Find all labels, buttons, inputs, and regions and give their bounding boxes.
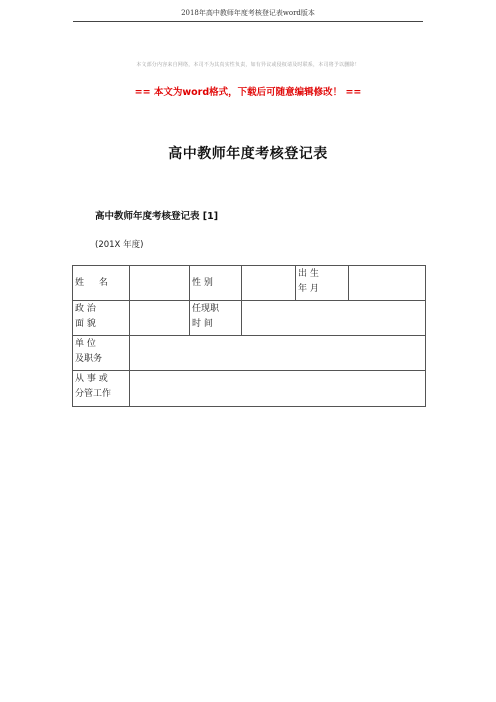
form-row-duty: [73, 371, 426, 407]
birth-label: [296, 266, 349, 301]
header-divider: [73, 21, 423, 22]
word-format-notice: == 本文为word格式，下载后可随意编辑修改！ ==: [134, 87, 362, 98]
form-row-name: [73, 266, 426, 301]
duty-label: [73, 371, 130, 407]
birth-label-line2: 年 月: [298, 284, 319, 294]
name-label: 姓 名: [73, 266, 130, 301]
position-time-label-line1: 任现职: [192, 304, 220, 314]
politics-label-line1: 政 治: [75, 304, 96, 314]
politics-label: [73, 301, 130, 336]
duty-value-cell[interactable]: [130, 371, 426, 407]
position-time-value-cell[interactable]: [242, 301, 426, 336]
birth-value-cell[interactable]: [349, 266, 426, 301]
section-heading: 高中教师年度考核登记表 [1]: [95, 211, 219, 222]
duty-label-line2: 分管工作: [75, 389, 112, 399]
form-row-unit: [73, 336, 426, 371]
gender-value-cell[interactable]: [242, 266, 296, 301]
disclaimer-text: 本文部分内容来自网络，本司不为其真实性负责，如有异议或侵权请及时联系，本司将予以删除！: [136, 62, 360, 68]
page-header-title: 2018年高中教师年度考核登记表word版本: [181, 9, 315, 17]
unit-label-line2: 及职务: [75, 354, 103, 364]
duty-label-line1: 从 事 或: [75, 374, 108, 384]
unit-value-cell[interactable]: [130, 336, 426, 371]
politics-value-cell[interactable]: [130, 301, 190, 336]
position-time-label: [190, 301, 242, 336]
document-title: 高中教师年度考核登记表: [168, 146, 328, 162]
unit-label: [73, 336, 130, 371]
name-value-cell[interactable]: [130, 266, 190, 301]
position-time-label-line2: 时 间: [192, 319, 213, 329]
birth-label-line1: 出 生: [298, 269, 319, 279]
politics-label-line2: 面 貌: [75, 319, 96, 329]
form-row-politics: [73, 301, 426, 336]
year-line: (201X 年度): [95, 240, 144, 250]
registration-form-table: [72, 265, 426, 407]
unit-label-line1: 单 位: [75, 339, 96, 349]
gender-label: 性 别: [190, 266, 242, 301]
